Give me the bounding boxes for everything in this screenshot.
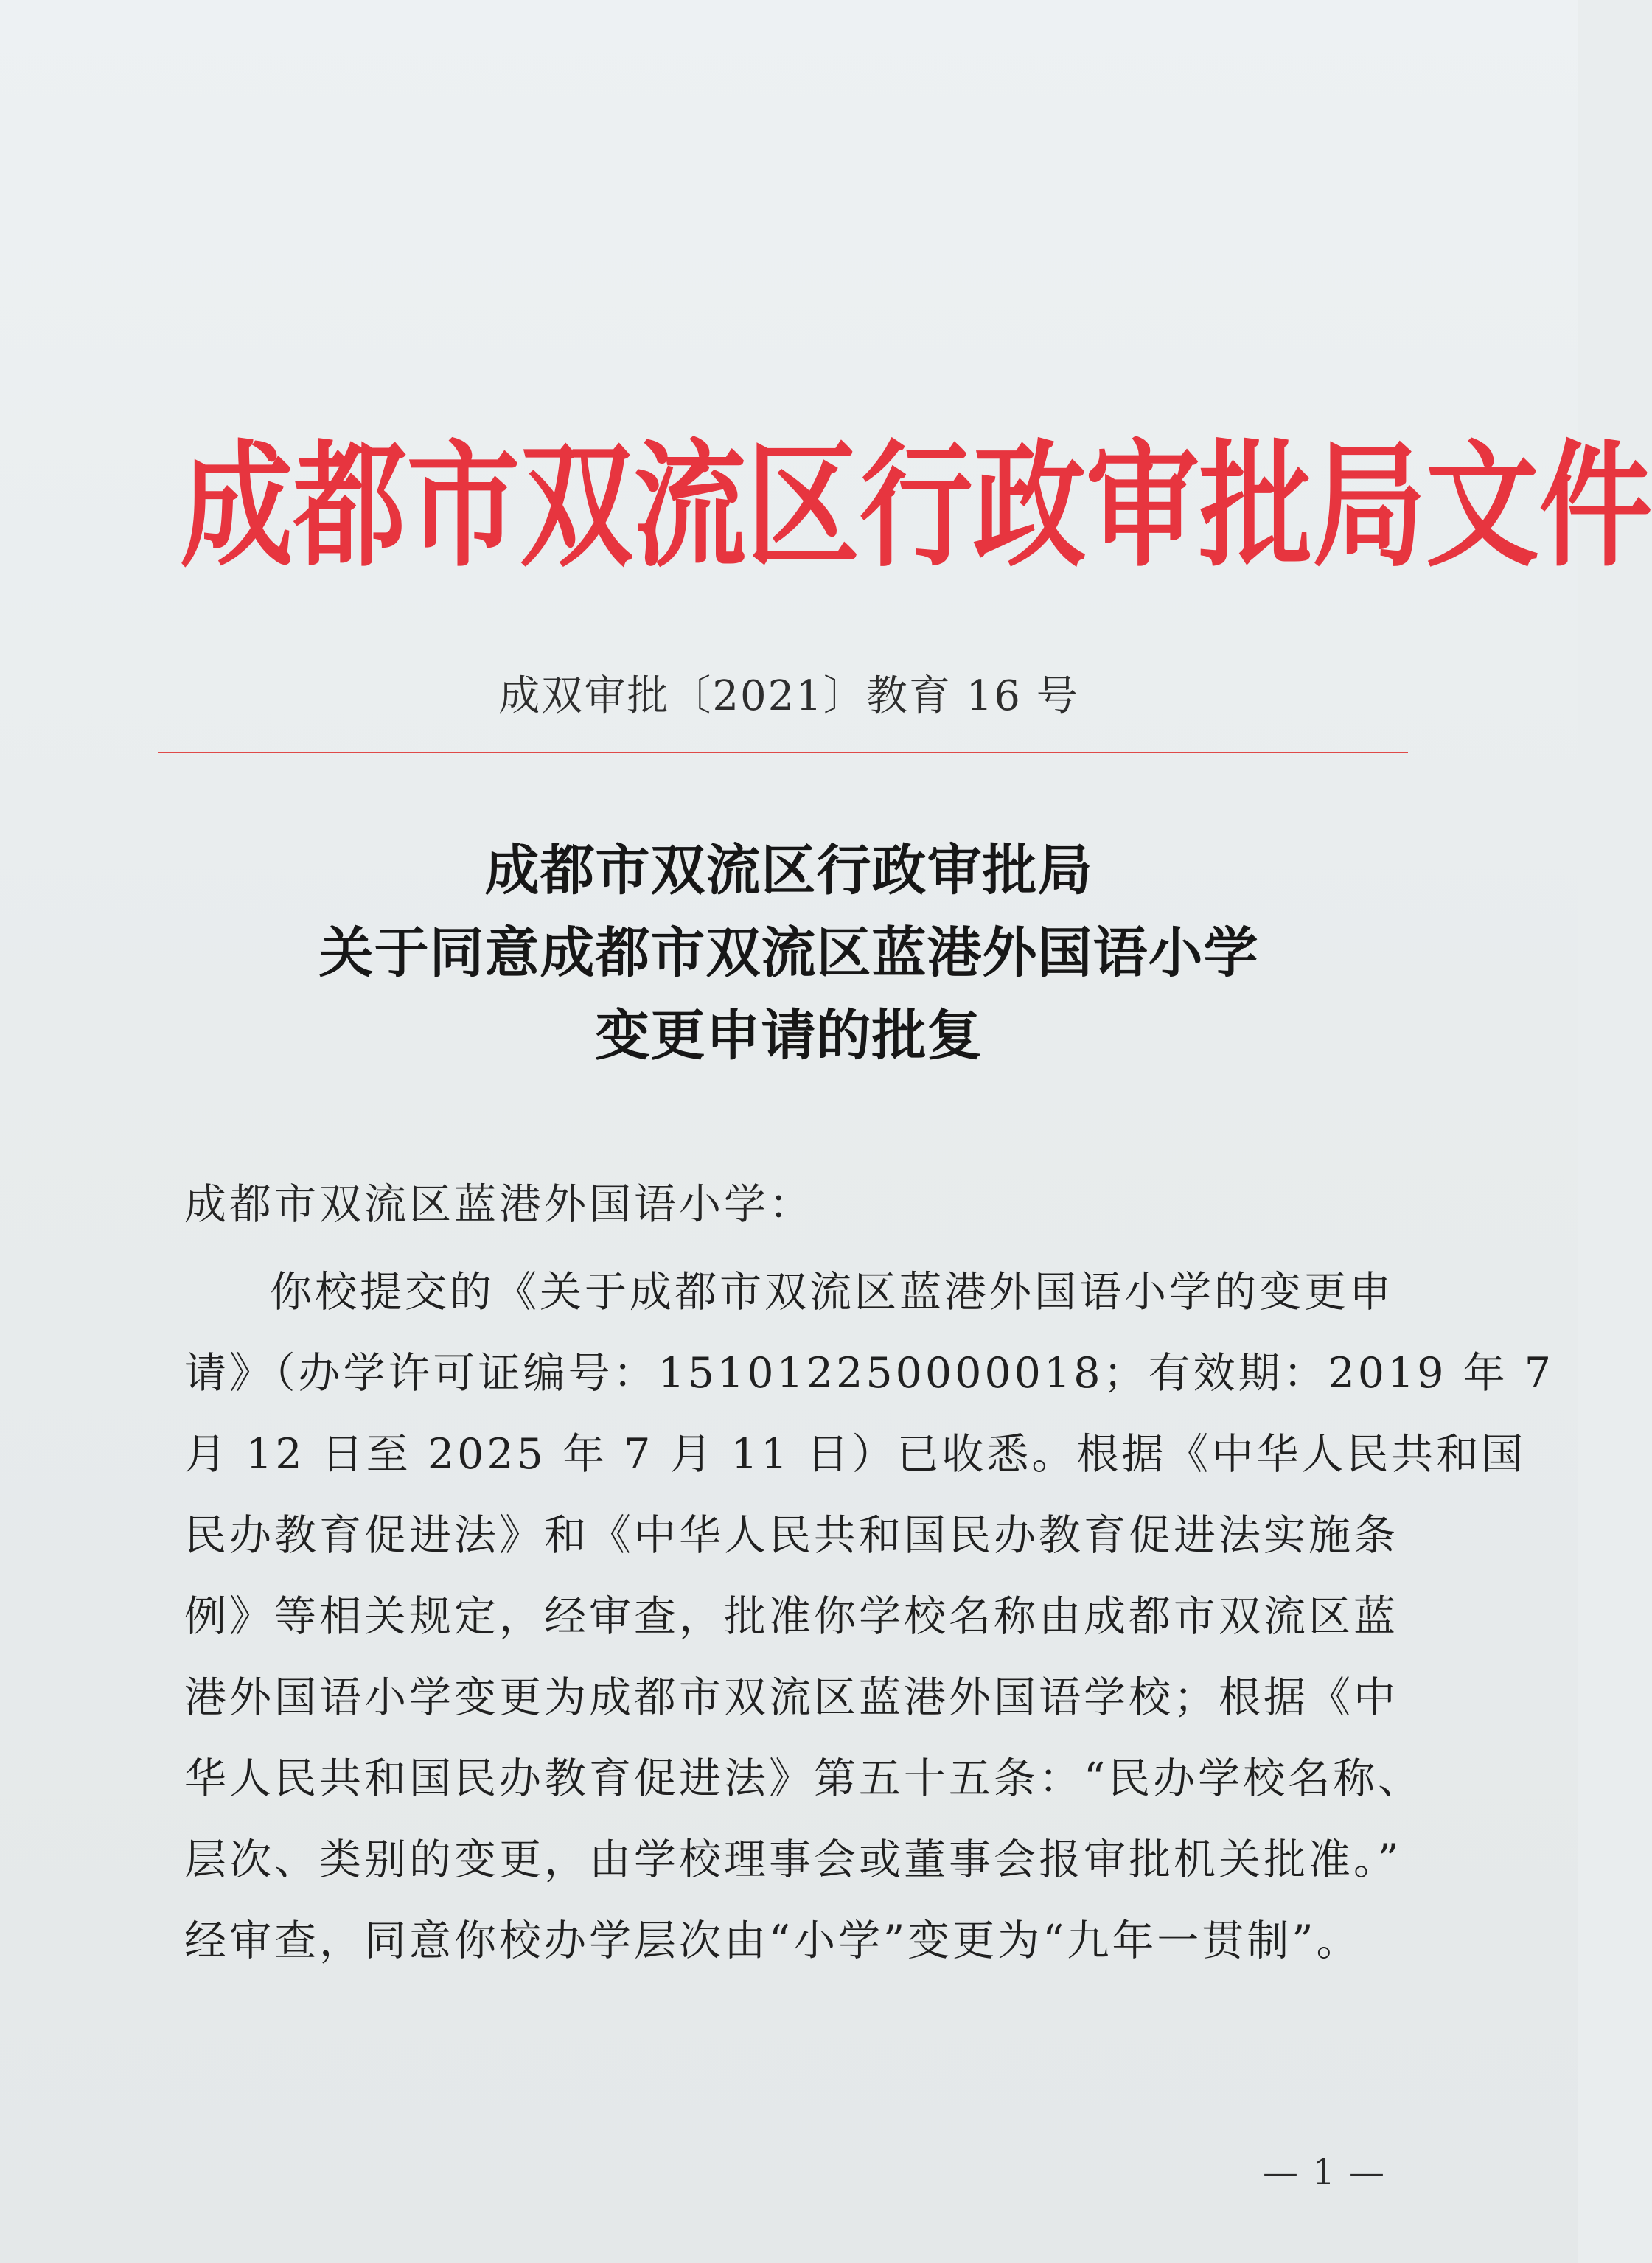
body-paragraph — [184, 1252, 1555, 1981]
red-divider-line — [158, 752, 1408, 753]
title-line-1: 成都市双流区行政审批局 — [484, 839, 1093, 902]
page-number: — 1 — — [1262, 2152, 1386, 2193]
body-line-7: 华人民共和国民办教育促进法》第五十五条：“民办学校名称、 — [184, 1754, 1423, 1803]
document-number: 成双审批〔2021〕教育 16 号 — [498, 672, 1079, 720]
body-line-8: 层次、类别的变更，由学校理事会或董事会报审批机关批准。” — [184, 1835, 1402, 1884]
body-line-5: 例》等相关规定，经审查，批准你学校名称由成都市双流区蓝 — [184, 1592, 1398, 1641]
body-line-4: 民办教育促进法》和《中华人民共和国民办教育促进法实施条 — [184, 1511, 1398, 1560]
title-line-2: 关于同意成都市双流区蓝港外国语小学 — [318, 921, 1259, 985]
body-line-1: 你校提交的《关于成都市双流区蓝港外国语小学的变更申 — [270, 1268, 1394, 1317]
body-line-6: 港外国语小学变更为成都市双流区蓝港外国语学校；根据《中 — [184, 1673, 1398, 1722]
document-title — [0, 829, 1578, 1077]
body-line-2: 请》（办学许可证编号：151012250000018；有效期：2019 年 7 — [184, 1349, 1555, 1398]
body-line-9: 经审查，同意你校办学层次由“小学”变更为“九年一贯制”。 — [184, 1917, 1362, 1965]
salutation: 成都市双流区蓝港外国语小学： — [184, 1180, 814, 1229]
body-line-3: 月 12 日至 2025 年 7 月 11 日）已收悉。根据《中华人民共和国 — [184, 1430, 1527, 1479]
title-line-3: 变更申请的批复 — [595, 1004, 983, 1067]
agency-masthead: 成都市双流区行政审批局文件 — [180, 425, 1652, 586]
